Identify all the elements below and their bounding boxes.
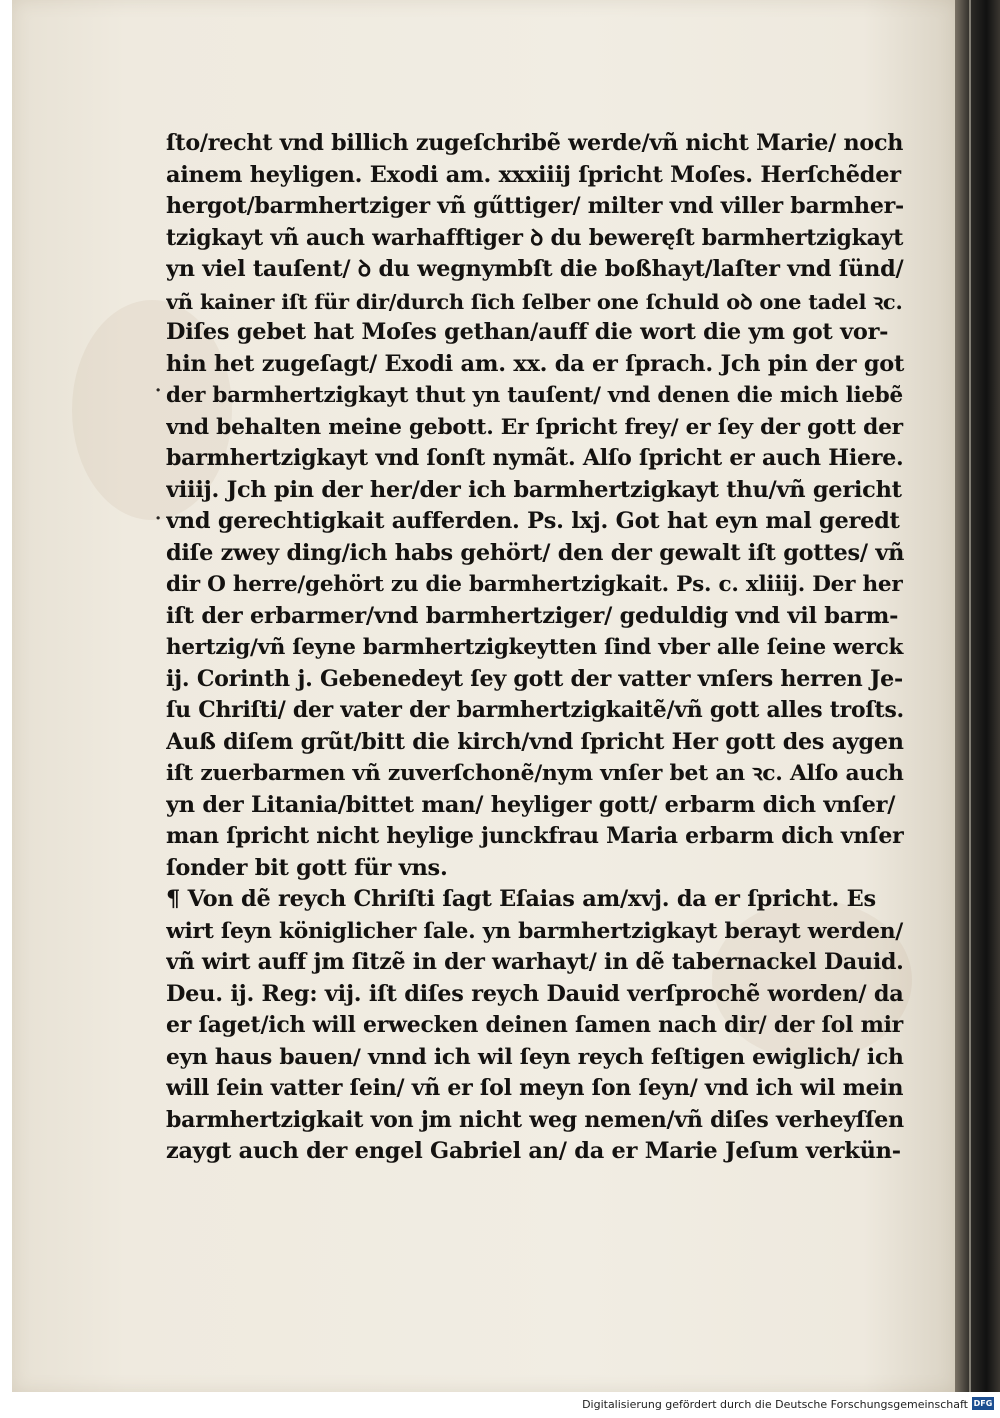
text-line: yn viel tauſent/ ꝺ du wegnymbſt die boßhayt/laſter vnd ſünd/ — [166, 256, 904, 282]
blackletter-text-block — [166, 128, 906, 1168]
text-line: hertzig/vñ ſeyne barmhertzigkeytten ſind vber alle ſeine werck — [166, 635, 904, 660]
text-line: barmhertzigkayt vnd ſonſt nymãt. Alſo ſpricht er auch Hiere. — [166, 445, 904, 471]
text-line: barmhertzigkait von jm nicht weg nemen/vñ diſes verheyſſen — [166, 1106, 904, 1133]
text-line: Diſes gebet hat Moſes gethan/auff die wort die ym got vor- — [166, 319, 889, 345]
funding-credit: Digitalisierung gefördert durch die Deutsche Forschungsgemeinschaft — [582, 1398, 968, 1411]
text-line: dir O herre/gehört zu die barmhertzigkait. Ps. c. xliiij. Der her — [166, 572, 903, 597]
book-spine-shadow — [955, 0, 1000, 1392]
text-line: zaygt auch der engel Gabriel an/ da er Marie Jeſum verkün- — [166, 1138, 901, 1164]
text-line: hin het zugeſagt/ Exodi am. xx. da er ſprach. Jch pin der got — [166, 350, 905, 377]
text-line: ſto/recht vnd billich zugeſchribẽ werde/vñ nicht Marie/ noch — [166, 130, 904, 156]
dfg-logo-icon: DFG — [973, 1399, 993, 1408]
text-line: iſt der erbarmer/vnd barmhertziger/ geduldig vnd vil barm- — [166, 602, 899, 629]
text-line: hergot/barmhertziger vñ gűttiger/ milter vnd viller barmher- — [166, 193, 904, 219]
text-line: eyn haus bauen/ vnnd ich wil ſeyn reych feſtigen ewiglich/ ich — [166, 1044, 904, 1070]
text-line: ainem heyligen. Exodi am. xxxiiij ſpricht Moſes. Herſchẽder — [166, 161, 901, 188]
text-line: diſe zwey ding/ich habs gehört/ den der gewalt iſt gottes/ vñ — [166, 539, 905, 566]
text-line: der barmhertzigkayt thut yn tauſent/ vnd denen die mich liebẽ — [166, 383, 903, 408]
text-line: er ſaget/ich will erwecken deinen ſamen nach dir/ der ſol mir — [166, 1012, 904, 1038]
text-line: will ſein vatter ſein/ vñ er ſol meyn ſon ſeyn/ vnd ich wil mein — [166, 1075, 904, 1101]
footer-bar — [0, 1392, 1000, 1418]
margin-mark: · — [155, 508, 162, 529]
text-line: ſu Chriſti/ der vater der barmhertzigkaitẽ/vñ gott alles troſts. — [166, 697, 904, 723]
text-line: tzigkayt vñ auch warhafftiger ꝺ du beweręſt barmhertzigkayt — [166, 224, 904, 251]
text-line: vnd gerechtigkait aufferden. Ps. lxj. Got hat eyn mal geredt — [166, 508, 900, 534]
text-line: viiij. Jch pin der her/der ich barmhertzigkayt thu/vñ gericht — [166, 476, 902, 503]
text-line: wirt ſeyn königlicher ſale. yn barmhertzigkayt berayt werden/ — [166, 918, 903, 944]
text-line: yn der Litania/bittet man/ heyliger gott/ erbarm dich vnſer/ — [166, 791, 896, 818]
text-line: Deu. ij. Reg: vij. iſt diſes reych Dauid verſprochẽ worden/ da — [166, 980, 904, 1007]
text-line: vñ kainer iſt für dir/durch ſich ſelber one ſchuld oꝺ one tadel ꝛc. — [166, 288, 903, 314]
margin-mark: · — [155, 380, 162, 401]
text-line: ſonder bit gott für vns. — [166, 854, 448, 881]
text-line: ¶ Von dẽ reych Chriſti ſagt Eſaias am/xvj. da er ſpricht. Es — [166, 886, 876, 912]
text-line: iſt zuerbarmen vñ zuverſchonẽ/nym vnſer bet an ꝛc. Alſo auch — [166, 761, 904, 786]
text-line: man ſpricht nicht heylige junckfrau Maria erbarm dich vnſer — [166, 823, 904, 849]
text-line: vñ wirt auff jm ſitzẽ in der warhayt/ in dẽ tabernackel Dauid. — [166, 949, 904, 975]
text-line: ij. Corinth j. Gebenedeyt ſey gott der vatter vnſers herren Je- — [166, 665, 903, 692]
text-line: vnd behalten meine gebott. Er ſpricht frey/ er ſey der gott der — [166, 414, 903, 440]
text-line: Auß diſem grũt/bitt die kirch/vnd ſpricht Her gott des aygen — [166, 728, 904, 755]
